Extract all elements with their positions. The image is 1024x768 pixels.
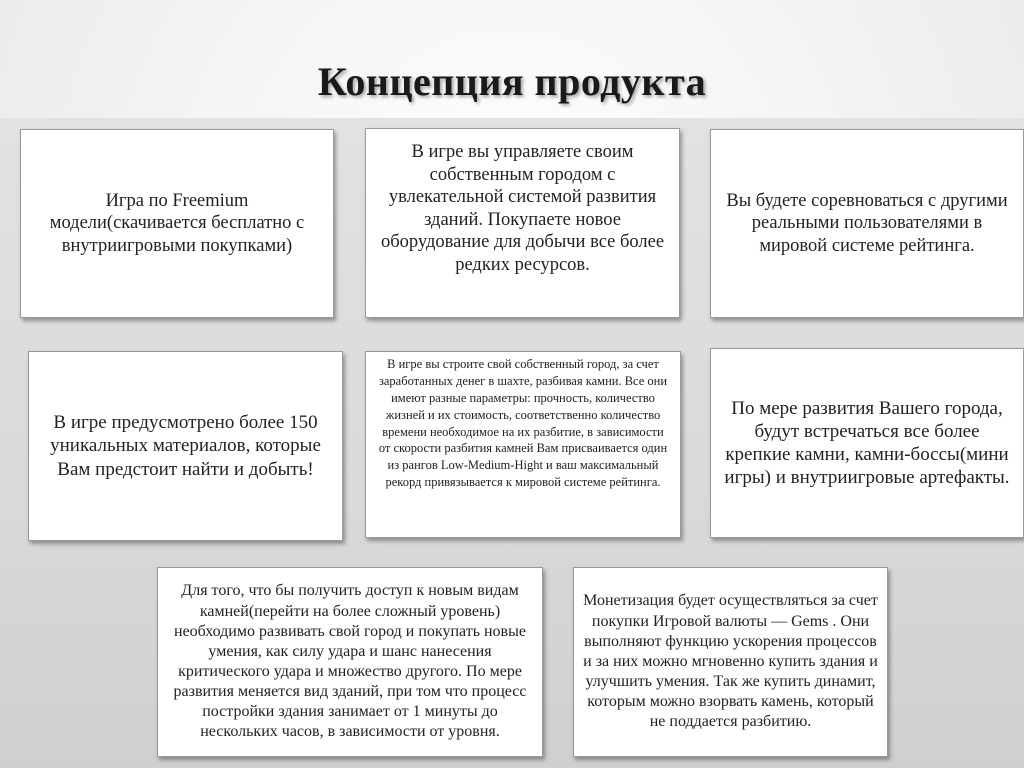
text-box-freemium-model [20,129,334,318]
text-box-content: Для того, что бы получить доступ к новым видам камней(перейти на более сложный уровень) необходимо развивать свой город и покупать новые умения, как силу удара и шанс нанесения критического удара и множество другого. По мере развития меняется вид зданий, при том что процесс постройки здания занимает от 1 минуты до нескольких часов, в зависимости от уровня. [173,582,527,741]
text-box-progression [157,567,543,757]
slide-title: Концепция продукта [317,59,707,104]
text-box-world-rating [710,129,1024,318]
text-box-city-management [365,128,680,318]
text-box-content: В игре вы управляете своим собственным городом с увлекательной системой развития зданий. Покупаете новое оборудование для добычи все более редких ресурсов. [380,142,665,275]
text-box-monetization [573,567,888,757]
text-box-unique-materials [28,351,343,541]
text-box-content: По мере развития Вашего города, будут встречаться все более крепкие камни, камни-боссы(мини игры) и внутриигровые артефакты. [724,397,1010,489]
text-box-content: В игре вы строите свой собственный город, за счет заработанных денег в шахте, разбивая камни. Все они имеют разные параметры: прочность, количество жизней и их стоимость, соответственно количество времени необходимое на их разбитие, в зависимости от скорости разбития камней Вам присваивается один из рангов Low-Medium-Hight и ваш максимальный рекорд привязывается к мировой системе рейтинга. [378,357,668,490]
text-box-content: В игре предусмотрено более 150 уникальных материалов, которые Вам предстоит найти и добыть! [50,412,321,480]
text-box-content: Вы будете соревноваться с другими реальными пользователями в мировой системе рейтинга. [726,190,1008,256]
text-box-content: Игра по Freemium модели(скачивается бесплатно с внутриигровыми покупками) [49,190,305,256]
text-box-gameplay-details [365,351,681,538]
text-box-boss-stones [710,348,1024,538]
text-box-content: Монетизация будет осуществляться за счет покупки Игровой валюты — Gems . Они выполняют функцию ускорения процессов и за них можно мгновенно купить здания и улучшить умения. Так же купить динамит, которым можно взорвать камень, который не поддается разбитию. [583,592,878,731]
